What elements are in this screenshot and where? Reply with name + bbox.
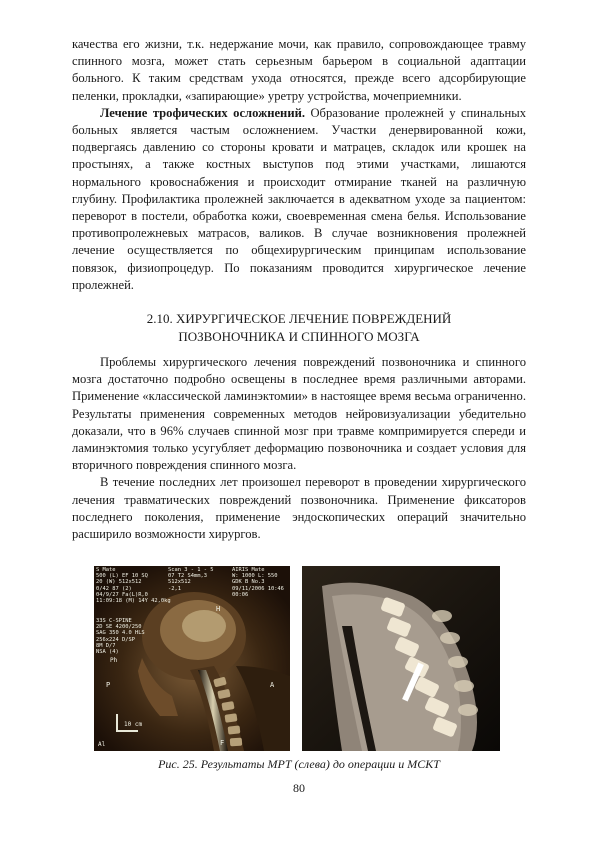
paragraph-4: В течение последних лет произошел переворот в проведении хирургического лечения травматических повреждений позвоночника. Применение фиксаторов последнего поколения, применение эндоскопических операций значительно расширило возможности хирургов. [72,475,526,542]
mri-label-p: P [106,681,111,689]
mri-scale-label: 10 cm [124,721,143,728]
bottom-text-block [72,354,526,543]
mri-label-h: H [216,605,221,613]
msct-image [302,566,500,751]
mri-overlay-top-left: S Mate 500 (L) EF 10 SQ 20 (W) 512x512 0/42 87 (2) 04/9/27 Fa(L)R,0 11:09:18 (M) 14Y 42,0kg [96,567,171,605]
mri-scale-bar-horizontal [116,730,138,732]
top-text-block [72,36,526,294]
section-heading [72,310,526,346]
mri-overlay-mid-left: 33S C-SPINE 2D SE 4200/250 SAG 350 4.0 HLS 256x224 D/SP 8M D/7 NSA (4) [96,618,145,656]
section-heading-line-1: 2.10. ХИРУРГИЧЕСКОЕ ЛЕЧЕНИЕ ПОВРЕЖДЕНИЙ [146,311,452,326]
msct-scan-drawing [302,566,500,751]
mri-overlay-top-right: AIRIS Mate W: 1000 L: 550 GDK B No.3 09/11/2006 10:46 00:06 [232,567,284,598]
figure-caption: Рис. 25. Результаты МРТ (слева) до операции и МСКТ [158,757,440,771]
mri-image [94,566,290,751]
paragraph-1: качества его жизни, т.к. недержание мочи, как правило, сопровождающее травму спинного мозга, может стать серьезным барьером в социальной адаптации больного. К таким средствам ухода относятся, прежде всего адсорбирующие пеленки, прокладки, «запирающие» уретру устройства, мочеприемники. [72,37,526,103]
mri-overlay-top-center: Scan 3 - 1 - 5 07 T2 S4mm,3 512x512 -2,1 [168,567,214,592]
paragraph-2 [72,105,526,294]
mri-label-a: A [270,681,275,689]
paragraph-2-bold-lead: Лечение трофических осложнений. [100,105,305,120]
paragraph-3: Проблемы хирургического лечения повреждений позвоночника и спинного мозга достаточно подробно освещены в последнее время различными авторами. Применение «классической ламинэктомии» в настоящее время весьма ограниченно. Результаты применения современных методов нейровизуализации убедительно доказали, что в 96% случаев спинной мозг при травме компримируется спереди и ламинэктомия только усугубляет деформацию позвоночника и создает условия для вторичного повреждения спинного мозга. [72,355,526,473]
mri-label-al: Al [98,741,106,748]
mri-label-ph: Ph [110,657,118,664]
section-heading-line-2: ПОЗВОНОЧНИКА И СПИННОГО МОЗГА [178,329,420,344]
mri-label-f: F [220,739,225,747]
paragraph-2-body: Образование пролежней у спинальных больных является частым осложнением. Участки денервированной кожи, подвергаясь давлению со стороны кровати и матрацев, складок или крошек на простынях, а также костных выступов под этими участками, лишаются нормального кровоснабжения и происходит отмирание тканей на различную глубину. Профилактика пролежней заключается в адекватном уходе за пациентом: переворот в постели, обработка кожи, своевременная смена белья. Использование противопролежневых матрасов, валиков. В случае возникновения пролежней лечение осуществляется по общехирургическим принципам использование повязок, физиопроцедур. По показаниям проводится хирургическое лечение пролежней. [72,105,526,292]
page-number: 80 [293,781,305,795]
